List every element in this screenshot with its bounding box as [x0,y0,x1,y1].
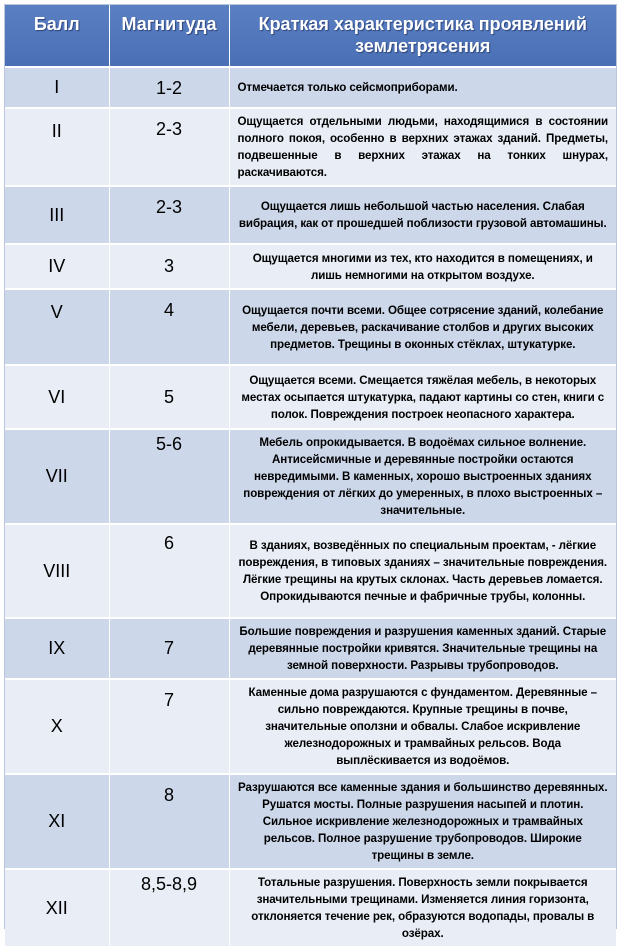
ball-cell: III [5,186,109,244]
magnitude-cell: 7 [109,618,229,679]
description-cell: Ощущается многими из тех, кто находится в помещениях, и лишь немногими на открытом воздухе. [229,244,616,289]
magnitude-cell: 5-6 [109,429,229,524]
ball-cell: IV [5,244,109,289]
description-cell: Ощущается лишь небольшой частью населения. Слабая вибрация, как от прошедшей поблизости грузовой автомашины. [229,186,616,244]
ball-cell: XI [5,774,109,869]
magnitude-cell: 2-3 [109,108,229,186]
magnitude-cell: 8,5-8,9 [109,869,229,946]
description-cell: Тотальные разрушения. Поверхность земли покрывается значительными трещинами. Изменяется линия горизонта, отклоняется течение рек, образуются водопады, провалы в озёрах. [229,869,616,946]
earthquake-scale-table-frame [4,4,617,940]
magnitude-cell: 4 [109,289,229,365]
table-row [5,365,616,429]
table-row [5,289,616,365]
description-cell: Ощущается почти всеми. Общее сотрясение зданий, колебание мебели, деревьев, раскачивание столбов и других высоких предметов. Трещины в оконных стёклах, штукатурке. [229,289,616,365]
ball-cell: I [5,67,109,108]
header-ball: Балл [5,5,109,67]
header-row [5,5,616,67]
table-row [5,869,616,946]
table-row [5,774,616,869]
table-row [5,524,616,618]
description-cell: Ощущается всеми. Смещается тяжёлая мебель, в некоторых местах осыпается штукатурка, падают картины со стен, книги с полок. Повреждения построек неопасного характера. [229,365,616,429]
description-cell: В зданиях, возведённых по специальным проектам, - лёгкие повреждения, в типовых зданиях – значительные повреждения. Лёгкие трещины на крутых склонах. Часть деревьев ломается. Опрокидываются печные и фабричные трубы, колонны. [229,524,616,618]
table-row [5,108,616,186]
magnitude-cell: 1-2 [109,67,229,108]
ball-cell: V [5,289,109,365]
ball-cell: VIII [5,524,109,618]
magnitude-cell: 5 [109,365,229,429]
table-row [5,67,616,108]
description-cell: Каменные дома разрушаются с фундаментом. Деревянные – сильно повреждаются. Крупные трещины в почве, значительные оползни и обвалы. Слабое искривление железнодорожных и трамвайных рельсов. Вода выплёскивается из водоёмов. [229,679,616,774]
table-row [5,429,616,524]
ball-cell: II [5,108,109,186]
description-cell: Разрушаются все каменные здания и большинство деревянных. Рушатся мосты. Полные разрушения насыпей и плотин. Сильное искривление железнодорожных и трамвайных рельсов. Полное разрушение трубопроводов. Широкие трещины в земле. [229,774,616,869]
ball-cell: VI [5,365,109,429]
ball-cell: IX [5,618,109,679]
header-magnitude: Магнитуда [109,5,229,67]
description-cell: Мебель опрокидывается. В водоёмах сильное волнение. Антисейсмичные и деревянные постройки остаются невредимыми. В каменных, хорошо выстроенных зданиях повреждения от лёгких до умеренных, в плохо выстроенных – значительные. [229,429,616,524]
magnitude-cell: 6 [109,524,229,618]
magnitude-cell: 3 [109,244,229,289]
table-row [5,244,616,289]
description-cell: Большие повреждения и разрушения каменных зданий. Старые деревянные постройки кривятся. Значительные трещины на земной поверхности. Разрывы трубопроводов. [229,618,616,679]
ball-cell: X [5,679,109,774]
earthquake-scale-table [5,5,616,946]
table-row [5,186,616,244]
magnitude-cell: 7 [109,679,229,774]
description-cell: Отмечается только сейсмоприборами. [229,67,616,108]
table-row [5,679,616,774]
header-description: Краткая характеристика проявлений землетрясения [229,5,616,67]
description-cell: Ощущается отдельными людьми, находящимися в состоянии полного покоя, особенно в верхних этажах зданий. Предметы, подвешенные в верхних этажах на тонких шнурах, раскачиваются. [229,108,616,186]
magnitude-cell: 8 [109,774,229,869]
ball-cell: XII [5,869,109,946]
magnitude-cell: 2-3 [109,186,229,244]
table-row [5,618,616,679]
ball-cell: VII [5,429,109,524]
